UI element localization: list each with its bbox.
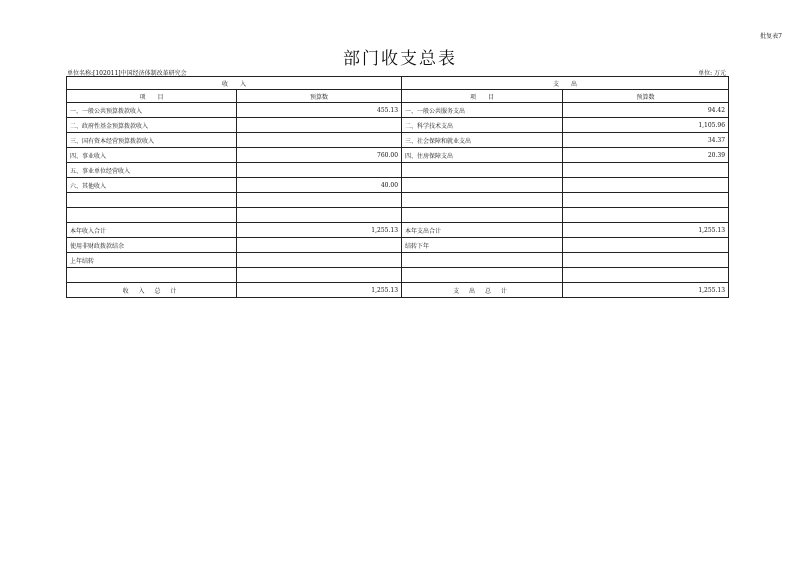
income-value-cell: 40.00 — [237, 178, 402, 193]
expense-value-cell: 1,105.96 — [563, 118, 729, 133]
income-value-cell — [237, 163, 402, 178]
income-item-cell — [67, 193, 237, 208]
expense-item-cell: 二、科学技术支出 — [402, 118, 563, 133]
income-section-header: 收 入 — [67, 77, 402, 90]
table-row — [67, 208, 729, 223]
expense-item-cell — [402, 253, 563, 268]
income-value-cell: 760.00 — [237, 148, 402, 163]
table-row — [67, 238, 729, 253]
table-row — [67, 118, 729, 133]
expense-section-header: 支 出 — [402, 77, 729, 90]
expense-value-cell — [563, 208, 729, 223]
income-value-cell — [237, 253, 402, 268]
expense-value-cell — [563, 268, 729, 283]
income-value-cell: 1,255.13 — [237, 223, 402, 238]
expense-item-header: 项 目 — [402, 90, 563, 103]
expense-value-cell: 34.37 — [563, 133, 729, 148]
income-value-cell — [237, 238, 402, 253]
budget-table — [66, 76, 729, 298]
column-header-row — [67, 90, 729, 103]
table-row — [67, 103, 729, 118]
section-header-row — [67, 77, 729, 90]
table-row — [67, 163, 729, 178]
expense-item-cell: 四、住房保障支出 — [402, 148, 563, 163]
total-row — [67, 283, 729, 298]
expense-value-cell — [563, 253, 729, 268]
form-number: 批复表7 — [760, 33, 782, 40]
expense-value-cell — [563, 163, 729, 178]
expense-item-cell — [402, 163, 563, 178]
income-item-cell: 二、政府性基金预算拨款收入 — [67, 118, 237, 133]
income-item-cell: 上年结转 — [67, 253, 237, 268]
income-item-cell — [67, 268, 237, 283]
income-item-cell: 一、一般公共预算拨款收入 — [67, 103, 237, 118]
income-total-label: 收 入 总 计 — [67, 283, 237, 298]
income-item-cell: 本年收入合计 — [67, 223, 237, 238]
table-row — [67, 253, 729, 268]
income-value-cell — [237, 268, 402, 283]
table-row — [67, 193, 729, 208]
income-value-cell — [237, 118, 402, 133]
table-row — [67, 178, 729, 193]
expense-item-cell — [402, 268, 563, 283]
expense-value-cell: 20.39 — [563, 148, 729, 163]
income-budget-header: 预算数 — [237, 90, 402, 103]
expense-item-cell — [402, 193, 563, 208]
expense-item-cell: 结转下年 — [402, 238, 563, 253]
income-item-cell: 四、事业收入 — [67, 148, 237, 163]
expense-item-cell: 本年支出合计 — [402, 223, 563, 238]
money-unit: 单位: 万元 — [698, 70, 726, 77]
table-row — [67, 268, 729, 283]
unit-name: 单位名称:[102011]中国经济体制改革研究会 — [67, 70, 187, 77]
expense-total-value: 1,255.13 — [563, 283, 729, 298]
income-item-cell: 使用非财政拨款结余 — [67, 238, 237, 253]
expense-value-cell — [563, 193, 729, 208]
expense-value-cell — [563, 178, 729, 193]
table-row — [67, 133, 729, 148]
expense-item-cell: 一、一般公共服务支出 — [402, 103, 563, 118]
expense-value-cell: 94.42 — [563, 103, 729, 118]
table-row — [67, 223, 729, 238]
income-value-cell — [237, 133, 402, 148]
income-total-value: 1,255.13 — [237, 283, 402, 298]
income-item-header: 项 目 — [67, 90, 237, 103]
expense-item-cell — [402, 178, 563, 193]
expense-value-cell — [563, 238, 729, 253]
page-title: 部门收支总表 — [343, 49, 457, 69]
expense-budget-header: 预算数 — [563, 90, 729, 103]
expense-total-label: 支 出 总 计 — [402, 283, 563, 298]
income-item-cell: 五、事业单位经营收入 — [67, 163, 237, 178]
income-value-cell — [237, 193, 402, 208]
income-value-cell — [237, 208, 402, 223]
income-value-cell: 455.13 — [237, 103, 402, 118]
income-item-cell: 三、国有资本经营预算拨款收入 — [67, 133, 237, 148]
income-item-cell: 六、其他收入 — [67, 178, 237, 193]
income-item-cell — [67, 208, 237, 223]
table-row — [67, 148, 729, 163]
expense-item-cell — [402, 208, 563, 223]
expense-value-cell: 1,255.13 — [563, 223, 729, 238]
expense-item-cell: 三、社会保障和就业支出 — [402, 133, 563, 148]
